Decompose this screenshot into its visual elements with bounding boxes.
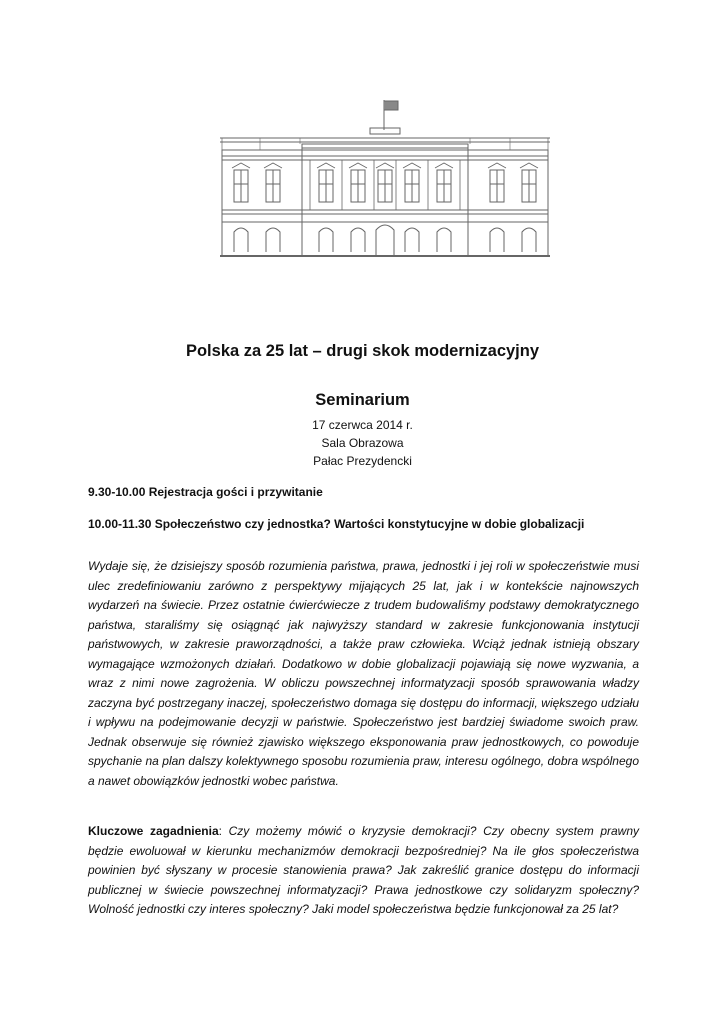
event-date: 17 czerwca 2014 r. — [312, 418, 413, 432]
event-details — [0, 416, 725, 470]
key-issues-paragraph — [88, 822, 639, 920]
event-room: Sala Obrazowa — [321, 436, 404, 450]
intro-paragraph: Wydaje się, że dzisiejszy sposób rozumienia państwa, prawa, jednostki i jej roli w społeczeństwie musi ulec zredefiniowaniu zarówno z perspektywy mijających 25 lat, jak i w kontekście najnowszych wydarzeń na świecie. Przez ostatnie ćwierćwiecze z trudem budowaliśmy podstawy demokratycznego państwa, staraliśmy się osiągnąć jak najwyższy standard w zakresie funkcjonowania instytucji państwowych, w zakresie praworządności, a także praw człowieka. Wciąż jednak istnieją obszary wymagające wzmożonych działań. Dodatkowo w dobie globalizacji pojawiają się nowe wyzwania, a wraz z nimi nowe zagrożenia. W obliczu powszechnej informatyzacji sposób sprawowania władzy zaczyna być postrzegany inaczej, społeczeństwo domaga się dostępu do informacji, większego udziału i wpływu na podejmowanie decyzji w państwie. Społeczeństwo jest bardziej świadome swoich praw. Jednak obserwuje się również zjawisko większego eksponowania praw jednostkowych, co powoduje spychanie na plan dalszy kolektywnego sposobu rozumienia praw, interesu ogólnego, dobra wspólnego a nawet obowiązków jednostki wobec państwa. — [88, 559, 639, 788]
key-issues-colon: : — [218, 824, 222, 838]
page-title: Polska za 25 lat – drugi skok modernizacyjny — [185, 342, 540, 360]
agenda-item-registration: 9.30-10.00 Rejestracja gości i przywitanie — [88, 485, 323, 499]
agenda-item-session: 10.00-11.30 Społeczeństwo czy jednostka? Wartości konstytucyjne w dobie globalizacji — [88, 517, 585, 531]
key-issues-text: Czy możemy mówić o kryzysie demokracji? Czy obecny system prawny będzie ewoluował w kierunku mechanizmów demokracji bezpośredniej? Na ile głos społeczeństwa powinien być słyszany w procesie stanowienia prawa? Jak zakreślić granice dostępu do informacji publicznej w świecie powszechnej informatyzacji? Prawa jednostkowe czy solidaryzm społeczny? Wolność jednostki czy interes społeczny? Jaki model społeczeństwa będzie funkcjonował za 25 lat? — [88, 824, 639, 916]
key-issues-label: Kluczowe zagadnienia — [88, 824, 219, 838]
event-venue: Pałac Prezydencki — [313, 454, 412, 468]
seminar-heading: Seminarium — [315, 391, 410, 409]
presidential-palace-icon — [220, 98, 550, 258]
